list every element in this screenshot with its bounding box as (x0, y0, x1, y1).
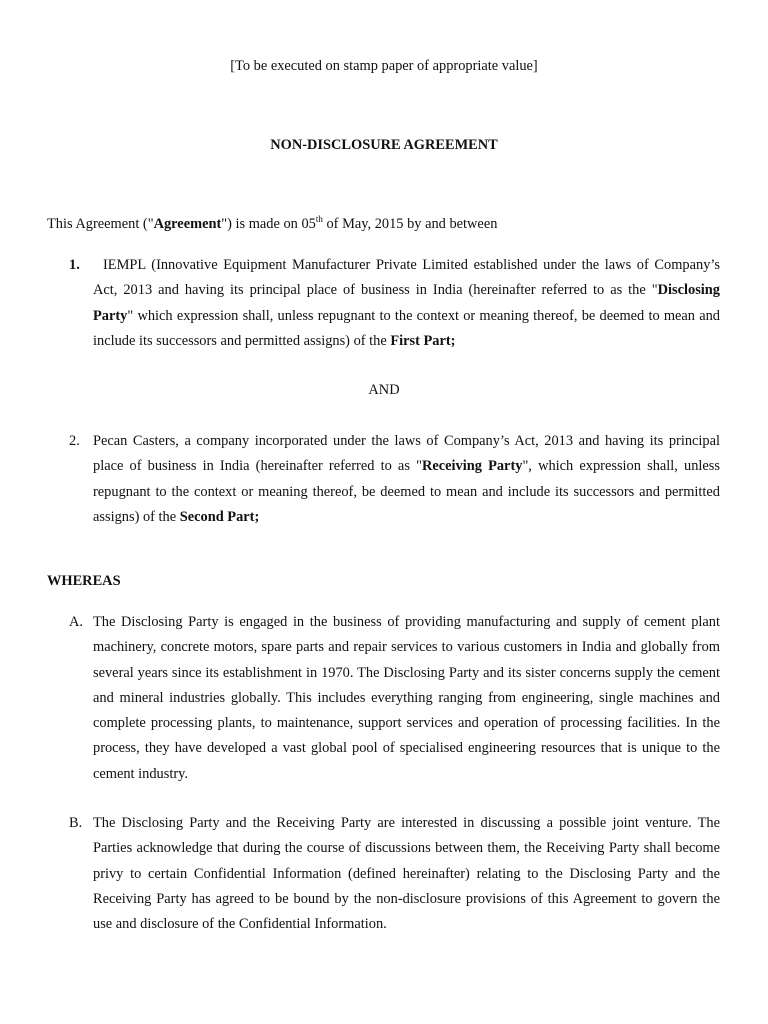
and-separator: AND (368, 382, 400, 398)
party-marker: 1. (69, 257, 80, 273)
intro-suffix: of May, 2015 by and between (322, 216, 498, 232)
party-text: Pecan Casters, a company incorporated under the laws of Company’s Act, 2013 and having its principal place of business in India (hereinafter referred to as " (93, 433, 720, 475)
party-term: Receiving Party (421, 458, 523, 475)
agreement-intro (47, 216, 497, 233)
whereas-clause-a (69, 610, 720, 787)
whereas-clause-b (69, 811, 720, 937)
document-title: NON-DISCLOSURE AGREEMENT (270, 137, 498, 153)
whereas-heading: WHEREAS (47, 573, 121, 589)
intro-superscript: th (315, 214, 323, 225)
party-item-second (69, 429, 720, 530)
clause-marker: B. (69, 815, 83, 831)
clause-text: The Disclosing Party is engaged in the business of providing manufacturing and supply of cement plant machinery, concrete motors, spare parts and repair services to various customers in India and globally from several years since its establishment in 1970. The Disclosing Party and its sister concerns supply the cement and mineral industries globally. This includes everything ranging from engineering, single machines and complete processing plants, to maintenance, support services and operation of processing facilities. In the process, they have developed a vast global pool of specialised engineering resources that is unique to the cement industry. (93, 614, 720, 782)
party-text: IEMPL (Innovative Equipment Manufacturer Private Limited established under the laws of Company’s Act, 2013 and having its principal place of business in India (hereinafter referred to as the " (93, 257, 720, 299)
party-item-first (69, 253, 720, 354)
intro-defined-term: Agreement (153, 216, 222, 232)
party-text-cont: " which expression shall, unless repugnant to the context or meaning thereof, be deemed to mean and include its successors and permitted assigns) of the (93, 307, 720, 349)
clause-text: The Disclosing Party and the Receiving Party are interested in discussing a possible joint venture. The Parties acknowledge that during the course of discussions between them, the Receiving Party shall become privy to certain Confidential Information (defined hereinafter) relating to the Disclosing Party and the Receiving Party has agreed to be bound by the non-disclosure provisions of this Agreement to govern the use and disclosure of the Confidential Information. (93, 815, 720, 933)
party-marker: 2. (69, 433, 80, 449)
intro-prefix: This Agreement (" (47, 216, 154, 232)
party-term: Disclosing Party (93, 282, 720, 324)
party-text-cont: ", which expression shall, unless repugnant to the context or meaning thereof, be deemed to mean and include its successors and permitted assigns) of the (93, 458, 720, 525)
stamp-paper-note: [To be executed on stamp paper of appropriate value] (230, 58, 538, 74)
party-part: Second Part; (179, 508, 260, 525)
intro-mid: ") is made on 05 (221, 216, 316, 232)
party-part: First Part; (390, 332, 456, 349)
clause-marker: A. (69, 614, 83, 630)
